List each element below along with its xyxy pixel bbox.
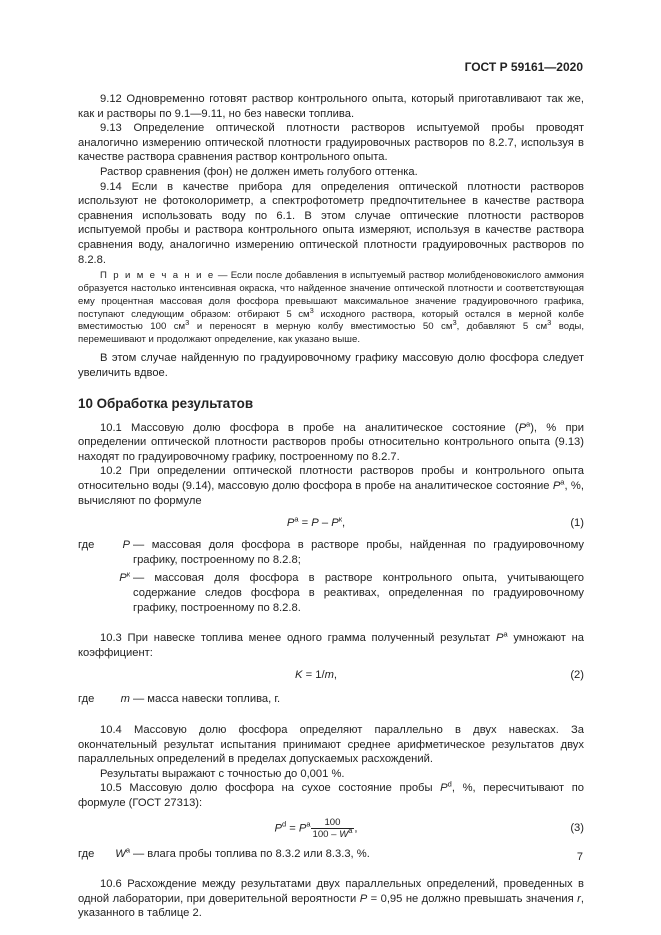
f3-denominator	[311, 825, 355, 840]
f1-r1: P	[311, 517, 319, 530]
f1-end: ,	[341, 517, 346, 530]
p102-text-a: 10.2 При определении оптической плотности растворов пробы и контрольного опыта относительно воды (9.14), массовую долю фосфора в пробе на аналитическое состояние	[78, 465, 584, 493]
f3-end: ,	[354, 822, 358, 835]
note-text-d: , добавляют 5 см	[456, 321, 548, 333]
p101-text-b: ), % при определении оптической плотности растворов пробы относительно контрольного опыта (9.13) находят по градуировочному графику, построенному по 8.2.7.	[78, 421, 584, 463]
paragraph-10-5	[78, 781, 584, 810]
paragraph-9-12: 9.12 Одновременно готовят раствор контрольного опыта, который приготавливают так же, как и растворы по 9.1—9.11, но без навески топлива.	[78, 93, 584, 120]
p106-r: r	[577, 892, 581, 905]
p101-sup: a	[526, 418, 531, 428]
note-text-a: — Если после добавления в испытуемый раствор молибденовокислого аммония образуется настолько интенсивная окраска, что найденное значение оптической плотности и соответствующая ему процентная массовая доля фосфора превышают максимальное значение градуировочного графика, поступают следующим образом: отбирают 5 см	[78, 270, 584, 320]
p102-text-b: , %, вычисляют по формуле	[78, 480, 584, 507]
f2-end: ,	[333, 669, 337, 682]
p106-var: P	[359, 892, 368, 905]
f1-eq: =	[298, 517, 312, 530]
where-2-word: где	[78, 693, 95, 706]
page-number: 7	[576, 851, 583, 863]
p101-text-a: 10.1 Массовую долю фосфора в пробе на аналитическое состояние (	[100, 421, 519, 434]
paragraph-10-2	[78, 464, 584, 508]
formula-1-number: (1)	[570, 517, 584, 530]
p106-text-a: 10.6 Расхождение между результатами двух параллельных определений, проведенных в одной лаборатории, при доверительной вероятности	[78, 878, 584, 905]
p102-sup: a	[560, 477, 565, 487]
paragraph-accuracy: Результаты выражают с точностью до 0,001 %.	[100, 767, 345, 780]
where-1-item-2	[78, 571, 584, 615]
where-1-spacer	[78, 571, 110, 615]
p103-text-b: умножают на коэффициент:	[78, 632, 584, 659]
formula-2	[78, 668, 584, 686]
p105-text-b: , %, пересчитывают по формуле (ГОСТ 27313):	[78, 782, 584, 809]
where-2-text: — масса навески топлива, г.	[133, 693, 281, 706]
note-sup-1: 3	[309, 305, 314, 315]
p105-text-a: 10.5 Массовую долю фосфора на сухое состояние пробы	[100, 782, 441, 795]
p103-var: P	[496, 632, 504, 645]
f3-den-var: W	[339, 828, 349, 840]
formula-2-number: (2)	[570, 669, 584, 682]
f3-eq: =	[286, 822, 299, 835]
p102-var: P	[552, 480, 561, 493]
f3-numerator: 100	[311, 817, 355, 829]
paragraph-reference-solution: Раствор сравнения (фон) не должен иметь голубого оттенка.	[100, 165, 418, 178]
formula-3	[78, 817, 584, 843]
f1-r2: P	[331, 517, 339, 530]
where-2-sym-letter: m	[120, 693, 130, 706]
p106-text-b: = 0,95 не должно превышать значения	[367, 892, 578, 905]
paragraph-9-14: 9.14 Если в качестве прибора для определения оптической плотности растворов используют не фотоколориметр, а спектрофотометр предпочтительнее в качестве раствора сравнения использовать воду по 6.1. В этом случае оптические плотности растворов испытуемой пробы и раствора контрольного опыта измеряют, используя в качестве раствора сравнения воду, аналогично измерению оптической плотности градуировочных растворов по 8.2.8.	[78, 180, 584, 266]
p105-sup: d	[447, 779, 452, 789]
f3-den-sup: a	[348, 825, 353, 835]
where-1-sym-2-letter: P	[119, 572, 127, 585]
f1-lhs: P	[286, 517, 295, 530]
where-3-sym	[110, 844, 133, 862]
note-sup-3: 3	[452, 318, 457, 328]
p101-var: P	[518, 421, 527, 434]
f3-r1-sup: a	[306, 819, 311, 829]
where-1-item-1	[78, 538, 584, 567]
page-body	[78, 92, 584, 921]
note-text-b: исходного раствора, который остался в мерной колбе вместимостью 100 см	[78, 308, 584, 333]
note-sup-2: 3	[185, 318, 190, 328]
f3-den-a: 100 –	[312, 828, 340, 840]
where-3-sym-letter: W	[115, 847, 126, 860]
standard-designation: ГОСТ Р 59161—2020	[464, 60, 583, 74]
paragraph-double: В этом случае найденную по градуировочному графику массовую долю фосфора следует увеличить вдвое.	[78, 351, 584, 379]
where-2	[78, 692, 584, 707]
where-2-sym	[110, 692, 133, 707]
f2-lhs: K	[295, 669, 303, 682]
where-3	[78, 844, 584, 862]
paragraph-10-3	[78, 631, 584, 660]
section-10-title: 10 Обработка результатов	[78, 396, 254, 412]
where-3-text: — влага пробы топлива по 8.3.2 или 8.3.3, %.	[133, 847, 370, 860]
formula-1	[78, 516, 584, 534]
f3-lhs: P	[274, 822, 282, 835]
f1-r2-sup: к	[338, 514, 342, 524]
note-text-e: воды, перемешивают и продолжают определение, как указано выше.	[78, 321, 584, 346]
f2-m: m	[324, 669, 334, 682]
formula-3-number: (3)	[570, 821, 584, 834]
p103-text-a: 10.3 При навеске топлива менее одного грамма полученный результат	[100, 632, 497, 645]
f2-eq: = 1/	[302, 669, 325, 682]
where-1-word: где	[78, 539, 95, 552]
formula-2-expression	[78, 668, 554, 683]
formula-1-expression	[78, 516, 554, 531]
paragraph-10-1	[78, 418, 584, 465]
f1-lhs-sup: a	[294, 514, 299, 524]
note-text-c: и переносят в мерную колбу вместимостью 50 см	[189, 321, 453, 333]
where-1-sym-1	[110, 538, 133, 567]
f3-fraction	[311, 816, 358, 840]
where-1-text-1: — массовая доля фосфора в растворе пробы, найденная по градуировочному графику, построенному по 8.2.8;	[133, 539, 584, 566]
paragraph-10-4: 10.4 Массовую долю фосфора определяют параллельно в двух навесках. За окончательный результат испытания принимают среднее арифметическое результатов двух параллельных определений в пределах допускаемых расхождений.	[78, 724, 584, 766]
p103-sup: a	[503, 629, 508, 639]
formula-3-expression	[78, 817, 554, 840]
where-1-sym-1-letter: P	[122, 539, 130, 552]
p106-text-c: , указанного в таблице 2.	[78, 892, 584, 920]
where-3-sym-sup: a	[125, 844, 130, 854]
p105-var: P	[440, 782, 448, 795]
f1-minus: –	[318, 517, 332, 530]
where-1-sym-2-sup: к	[126, 569, 130, 579]
note-sup-4: 3	[547, 318, 552, 328]
paragraph-10-6	[78, 877, 584, 921]
where-3-word: где	[78, 847, 95, 860]
note-block	[78, 270, 584, 347]
paragraph-9-13: 9.13 Определение оптической плотности растворов испытуемой пробы проводят аналогично измерению оптической плотности градуировочных растворов по 8.2.7, используя в качестве раствора сравнения раствор контрольного опыта.	[78, 122, 584, 164]
f3-lhs-sup: d	[281, 819, 287, 829]
where-1-sym-2	[110, 571, 133, 615]
f3-r1: P	[298, 822, 307, 835]
where-1-text-2: — массовая доля фосфора в растворе контрольного опыта, учитывающего содержание следов фосфора в реактивах, определенная по градуировочному графику, построенному по 8.2.8.	[133, 572, 584, 614]
note-label: П р и м е ч а н и е	[100, 270, 215, 282]
